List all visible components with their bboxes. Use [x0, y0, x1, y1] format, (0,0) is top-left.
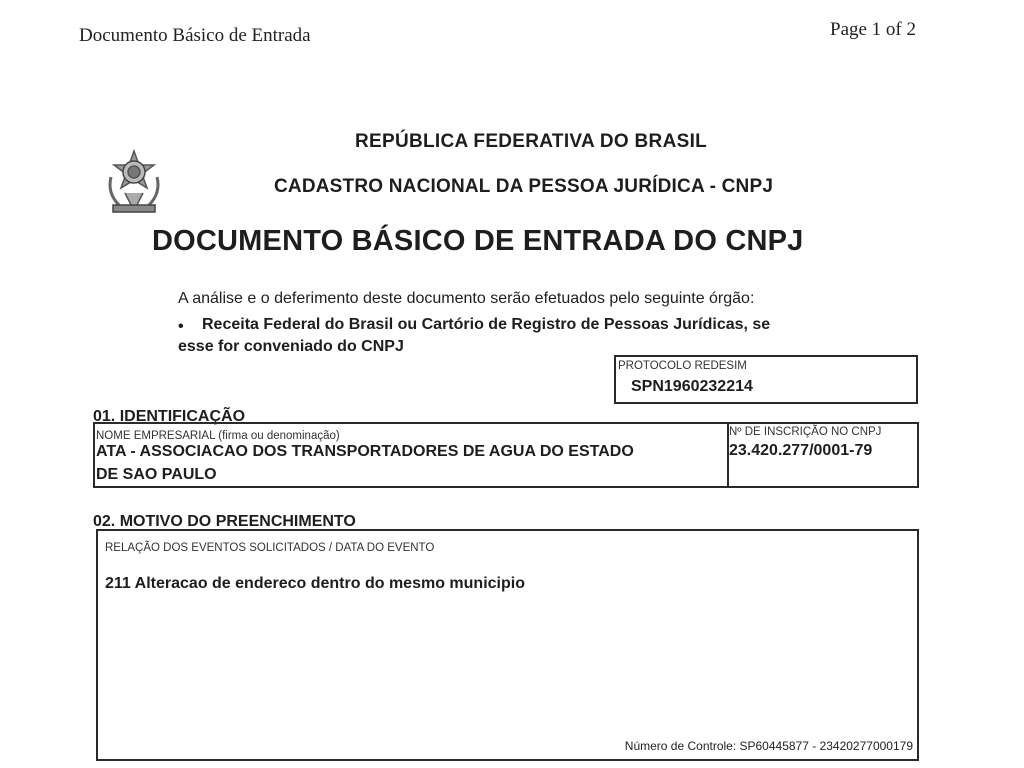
protocolo-value: SPN1960232214 [631, 378, 753, 395]
republic-heading: REPÚBLICA FEDERATIVA DO BRASIL [355, 131, 708, 152]
nome-empresarial-line1: ATA - ASSOCIACAO DOS TRANSPORTADORES DE AGUA DO ESTADO [96, 443, 634, 460]
nome-empresarial-line2: DE SAO PAULO [96, 466, 217, 483]
cnpj-label: Nº DE INSCRIÇÃO NO CNPJ [729, 426, 882, 438]
document-title: DOCUMENTO BÁSICO DE ENTRADA DO CNPJ [152, 225, 804, 257]
protocolo-label: PROTOCOLO REDESIM [618, 360, 747, 372]
brazil-coat-of-arms-icon [103, 147, 165, 219]
evento-item: 211 Alteracao de endereco dentro do mesmo municipio [105, 575, 525, 592]
bullet-text-line1: Receita Federal do Brasil ou Cartório de Registro de Pessoas Jurídicas, se [202, 316, 771, 333]
section-motivo-title: 02. MOTIVO DO PREENCHIMENTO [93, 513, 356, 530]
eventos-label: RELAÇÃO DOS EVENTOS SOLICITADOS / DATA DO EVENTO [105, 542, 435, 554]
section-identificacao-title: 01. IDENTIFICAÇÃO [93, 408, 246, 425]
nome-empresarial-label: NOME EMPRESARIAL (firma ou denominação) [96, 430, 340, 442]
identificacao-box [93, 422, 919, 488]
cnpj-value: 23.420.277/0001-79 [729, 442, 873, 459]
analysis-text: A análise e o deferimento deste documento serão efetuados pelo seguinte órgão: [178, 290, 755, 307]
protocolo-box [614, 355, 918, 404]
running-header: Documento Básico de Entrada [79, 25, 311, 46]
numero-controle: Número de Controle: SP60445877 - 23420277000179 [624, 739, 913, 753]
motivo-box [96, 529, 919, 761]
bullet-text-line2: esse for conveniado do CNPJ [178, 338, 404, 355]
bullet-marker: • [178, 318, 184, 335]
registry-heading: CADASTRO NACIONAL DA PESSOA JURÍDICA - CNPJ [274, 176, 774, 197]
page-number: Page 1 of 2 [830, 19, 917, 40]
